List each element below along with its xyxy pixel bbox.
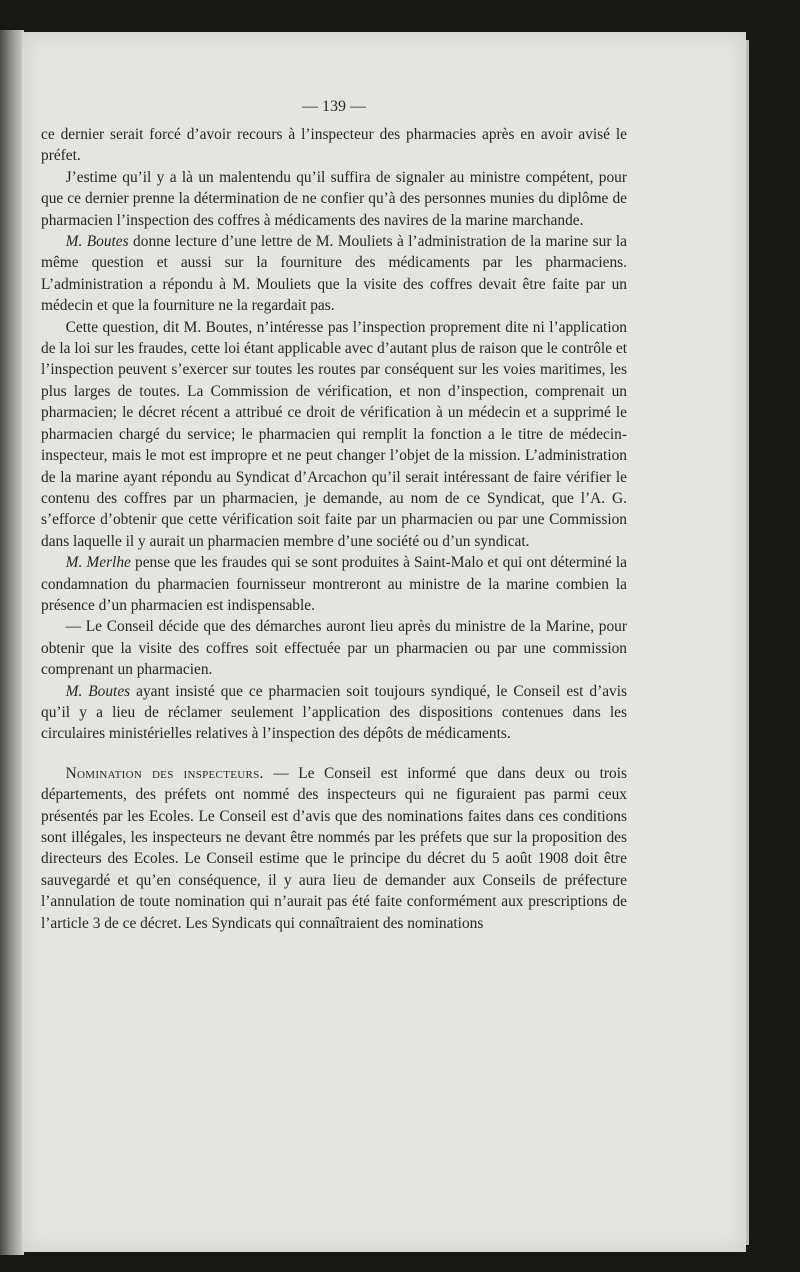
section-heading: Nomination des inspecteurs. [65,764,264,782]
speaker-name: M. Boutes [65,682,131,700]
page-number: — 139 — [302,98,366,115]
page-fold-line [746,40,749,1245]
section-paragraph: Nomination des inspecteurs. — Le Conseil est informé que dans deux ou trois départements, des préfets ont nommé des inspecteurs qui ne figuraient pas parmi ceux présentés par les Ecoles. Le Conseil est d’avis que des nominations faites dans ces conditions sont illégales, les inspecteurs ne devant être nommés par les préfets que sur la proposition des directeurs des Ecoles. Le Conseil estime que le principe du décret du 5 août 1908 doit être sauvegardé et qu’en conséquence, il y aura lieu de demander aux Conseils de préfecture l’annulation de toute nomination qui n’aurait pas été faite conformément aux prescriptions de l’article 3 de ce décret. Les Syndicats qui connaîtraient des nominations [41,764,627,932]
paragraph-6: — Le Conseil décide que des démarches auront lieu après du ministre de la Marine, pour obtenir que la visite des coffres soit effectuée par un pharmacien ou par une commission comprenant un pharmacien. [41,618,627,679]
paragraph-2: J’estime qu’il y a là un malentendu qu’il suffira de signaler au ministre compétent, pour que ce dernier prenne la détermination de ne confier qu’à des personnes munies du diplôme de pharmacien l’inspection des coffres à médicaments des navires de la marine marchande. [41,168,627,229]
paragraph-5: M. Merlhe pense que les fraudes qui se sont produites à Saint-Malo et qui ont déterminé la condamnation du pharmacien fournisseur montreront au ministre de la marine combien la présence d’un pharmacien est indispensable. [41,554,628,614]
adjacent-page-edge [0,30,24,1255]
paragraph-3: M. Boutes donne lecture d’une lettre de M. Mouliets à l’administration de la marine sur la même question et aussi sur la fourniture des médicaments par les pharmaciens. L’administration a répondu à M. Mouliets que la visite des coffres devait être faite par un médecin et que la fourniture ne la regardait pas. [41,233,627,315]
speaker-name: M. Merlhe [65,554,131,572]
page-content [41,96,627,934]
speaker-name: M. Boutes [65,233,129,251]
paragraph-1: ce dernier serait forcé d’avoir recours à l’inspecteur des pharmacies après en avoir avisé le préfet. [41,126,627,165]
paragraph-4: Cette question, dit M. Boutes, n’intéresse pas l’inspection proprement dite ni l’application de la loi sur les fraudes, cette loi étant applicable avec d’autant plus de raison que le contrôle et l’inspection peuvent s’exercer sur toutes les routes par conséquent sur les voies maritimes, les plus larges de toutes. La Commission de vérification, et non d’inspection, comprenait un pharmacien; le décret récent a attribué ce droit de vérification à un médecin et a supprimé le pharmacien chargé du service; le pharmacien qui remplit la fonction a le titre de médecin-inspecteur, mais le mot est impropre et ne peut changer l’objet de la mission. L’administration de la marine ayant répondu au Syndicat d’Arcachon qu’il serait intéressant de faire vérifier le contenu des coffres par un pharmacien, je demande, au nom de ce Syndicat, que l’A. G. s’efforce d’obtenir que cette vérification soit faite par un pharmacien ou par une Commission dans laquelle il y aurait un pharmacien membre d’une société ou d’un syndicat. [41,318,627,550]
paragraph-7: M. Boutes ayant insisté que ce pharmacien soit toujours syndiqué, le Conseil est d’avis qu’il y a lieu de réclamer seulement l’application des dispositions contenues dans les circulaires ministérielles relatives à l’inspection des dépôts de médicaments. [41,682,628,743]
